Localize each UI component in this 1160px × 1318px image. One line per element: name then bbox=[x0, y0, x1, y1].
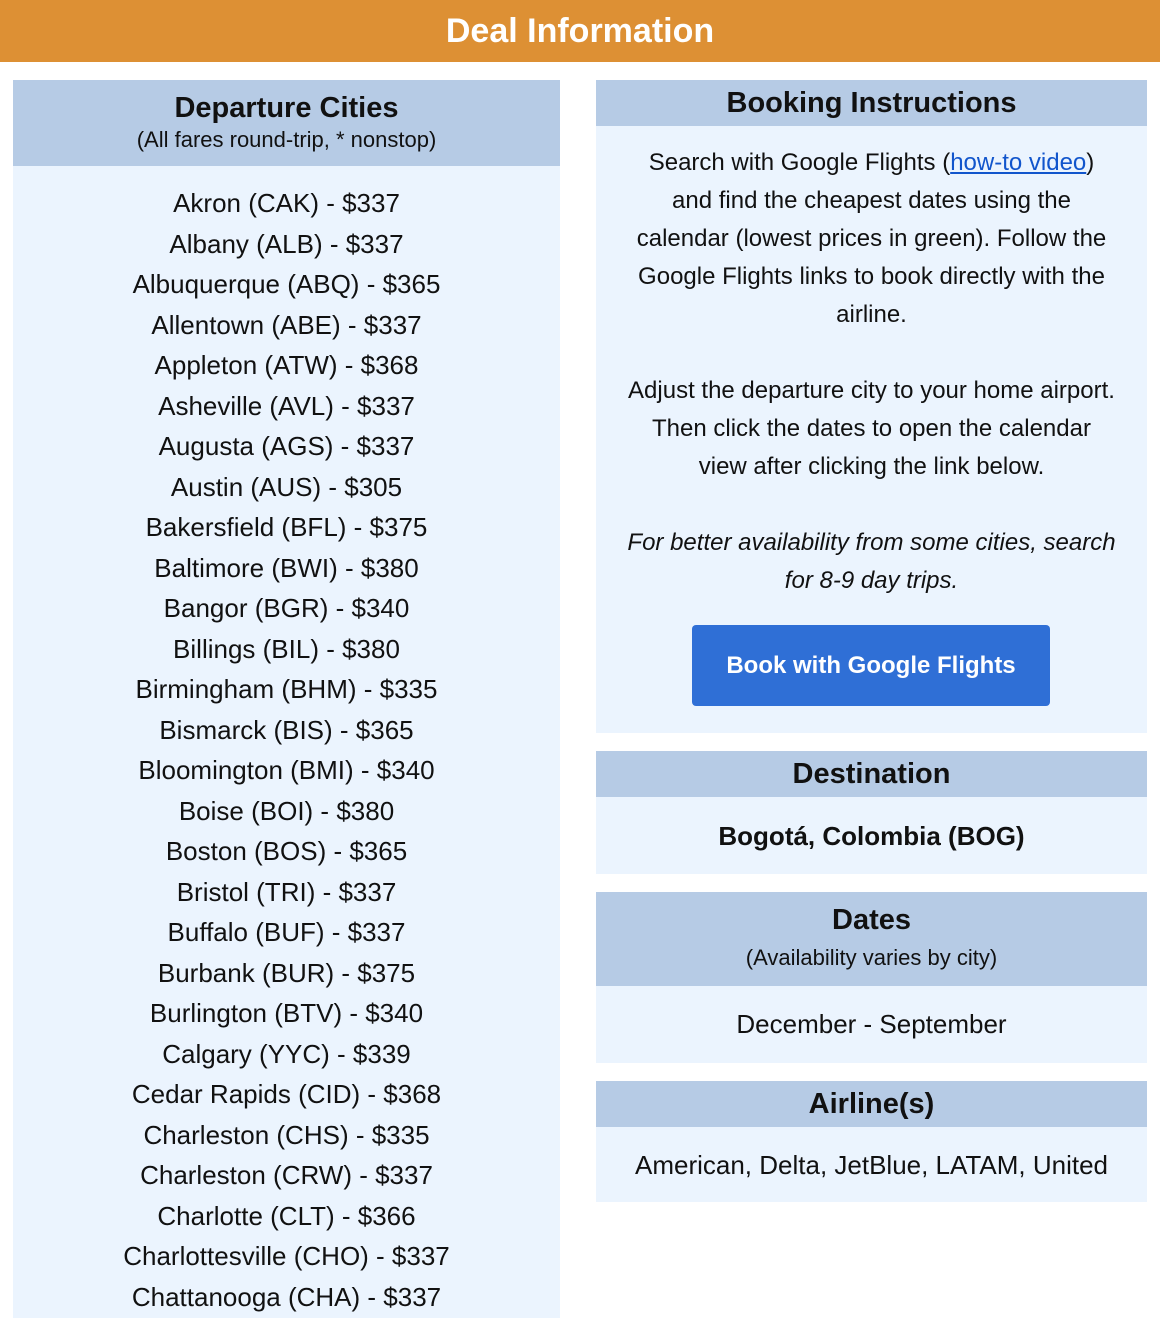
departure-city-item: Bakersfield (BFL) - $375 bbox=[145, 512, 428, 542]
departure-city-item: Charleston (CRW) - $337 bbox=[140, 1160, 433, 1190]
departure-city-item: Birmingham (BHM) - $335 bbox=[135, 674, 438, 704]
departure-city-item: Augusta (AGS) - $337 bbox=[158, 431, 415, 461]
departure-city-item: Calgary (YYC) - $339 bbox=[162, 1038, 411, 1069]
dates-subtitle: (Availability varies by city) bbox=[745, 945, 998, 970]
dates-header bbox=[596, 892, 1147, 986]
departure-city-item: Charlotte (CLT) - $366 bbox=[157, 1200, 416, 1231]
booking-instructions-title: Booking Instructions bbox=[596, 80, 1147, 126]
departure-city-item: Charleston (CHS) - $335 bbox=[143, 1119, 430, 1150]
departure-city-item: Charlottesville (CHO) - $337 bbox=[123, 1241, 450, 1271]
departure-city-item: Bangor (BGR) - $340 bbox=[163, 593, 410, 623]
departure-cities-panel bbox=[13, 80, 560, 1318]
booking-paragraph-1 bbox=[626, 144, 1117, 334]
book-with-google-flights-button[interactable]: Book with Google Flights bbox=[692, 625, 1050, 706]
booking-paragraph-1-pre: Search with Google Flights ( bbox=[648, 149, 951, 176]
departure-city-item: Baltimore (BWI) - $380 bbox=[154, 552, 419, 583]
departure-cities-title: Departure Cities bbox=[174, 92, 399, 124]
departure-city-item: Billings (BIL) - $380 bbox=[173, 633, 400, 664]
departure-city-item: Akron (CAK) - $337 bbox=[173, 188, 400, 218]
booking-paragraph-2: Adjust the departure city to your home airport. Then click the dates to open the calendar view after clicking the link below. bbox=[628, 377, 1115, 480]
departure-city-item: Burbank (BUR) - $375 bbox=[157, 957, 416, 988]
departure-city-item: Albany (ALB) - $337 bbox=[169, 228, 404, 259]
booking-instructions-body bbox=[596, 126, 1147, 600]
airlines-title: Airline(s) bbox=[596, 1081, 1147, 1127]
departure-city-item: Appleton (ATW) - $368 bbox=[154, 350, 419, 380]
departure-city-item: Allentown (ABE) - $337 bbox=[151, 309, 422, 340]
departure-city-item: Bristol (TRI) - $337 bbox=[176, 876, 397, 907]
departure-city-item: Chattanooga (CHA) - $337 bbox=[131, 1281, 442, 1312]
departure-city-item: Boise (BOI) - $380 bbox=[178, 795, 395, 826]
departure-city-item: Austin (AUS) - $305 bbox=[170, 471, 403, 502]
departure-city-item: Cedar Rapids (CID) - $368 bbox=[131, 1079, 442, 1109]
airlines-value: American, Delta, JetBlue, LATAM, United bbox=[634, 1150, 1108, 1180]
booking-paragraph-3: For better availability from some cities, search for 8-9 day trips. bbox=[627, 529, 1116, 594]
deal-information-banner bbox=[0, 0, 1160, 62]
departure-cities-header bbox=[13, 80, 560, 166]
departure-city-item: Bismarck (BIS) - $365 bbox=[159, 714, 414, 745]
how-to-video-link[interactable]: how-to video bbox=[950, 149, 1087, 176]
departure-city-item: Buffalo (BUF) - $337 bbox=[167, 917, 406, 947]
destination-title: Destination bbox=[596, 751, 1147, 797]
destination-panel bbox=[596, 751, 1147, 874]
booking-instructions-panel bbox=[596, 80, 1147, 733]
dates-panel bbox=[596, 892, 1147, 1063]
departure-cities-subtitle: (All fares round-trip, * nonstop) bbox=[136, 127, 437, 152]
banner-title: Deal Information bbox=[445, 11, 715, 50]
departure-city-item: Bloomington (BMI) - $340 bbox=[138, 755, 435, 785]
airlines-panel bbox=[596, 1081, 1147, 1202]
departure-city-item: Burlington (BTV) - $340 bbox=[149, 998, 424, 1028]
dates-value: December - September bbox=[736, 1009, 1007, 1039]
departure-city-item: Albuquerque (ABQ) - $365 bbox=[132, 269, 441, 299]
booking-paragraph-1-post: ) and find the cheapest dates using the calendar (lowest prices in green). Follow the Google Flights links to book directly with the airline. bbox=[636, 149, 1107, 328]
departure-city-item: Asheville (AVL) - $337 bbox=[158, 390, 415, 421]
destination-value: Bogotá, Colombia (BOG) bbox=[718, 821, 1025, 851]
departure-city-list bbox=[13, 183, 560, 1317]
departure-city-item: Boston (BOS) - $365 bbox=[165, 836, 408, 866]
dates-title: Dates bbox=[832, 904, 911, 936]
